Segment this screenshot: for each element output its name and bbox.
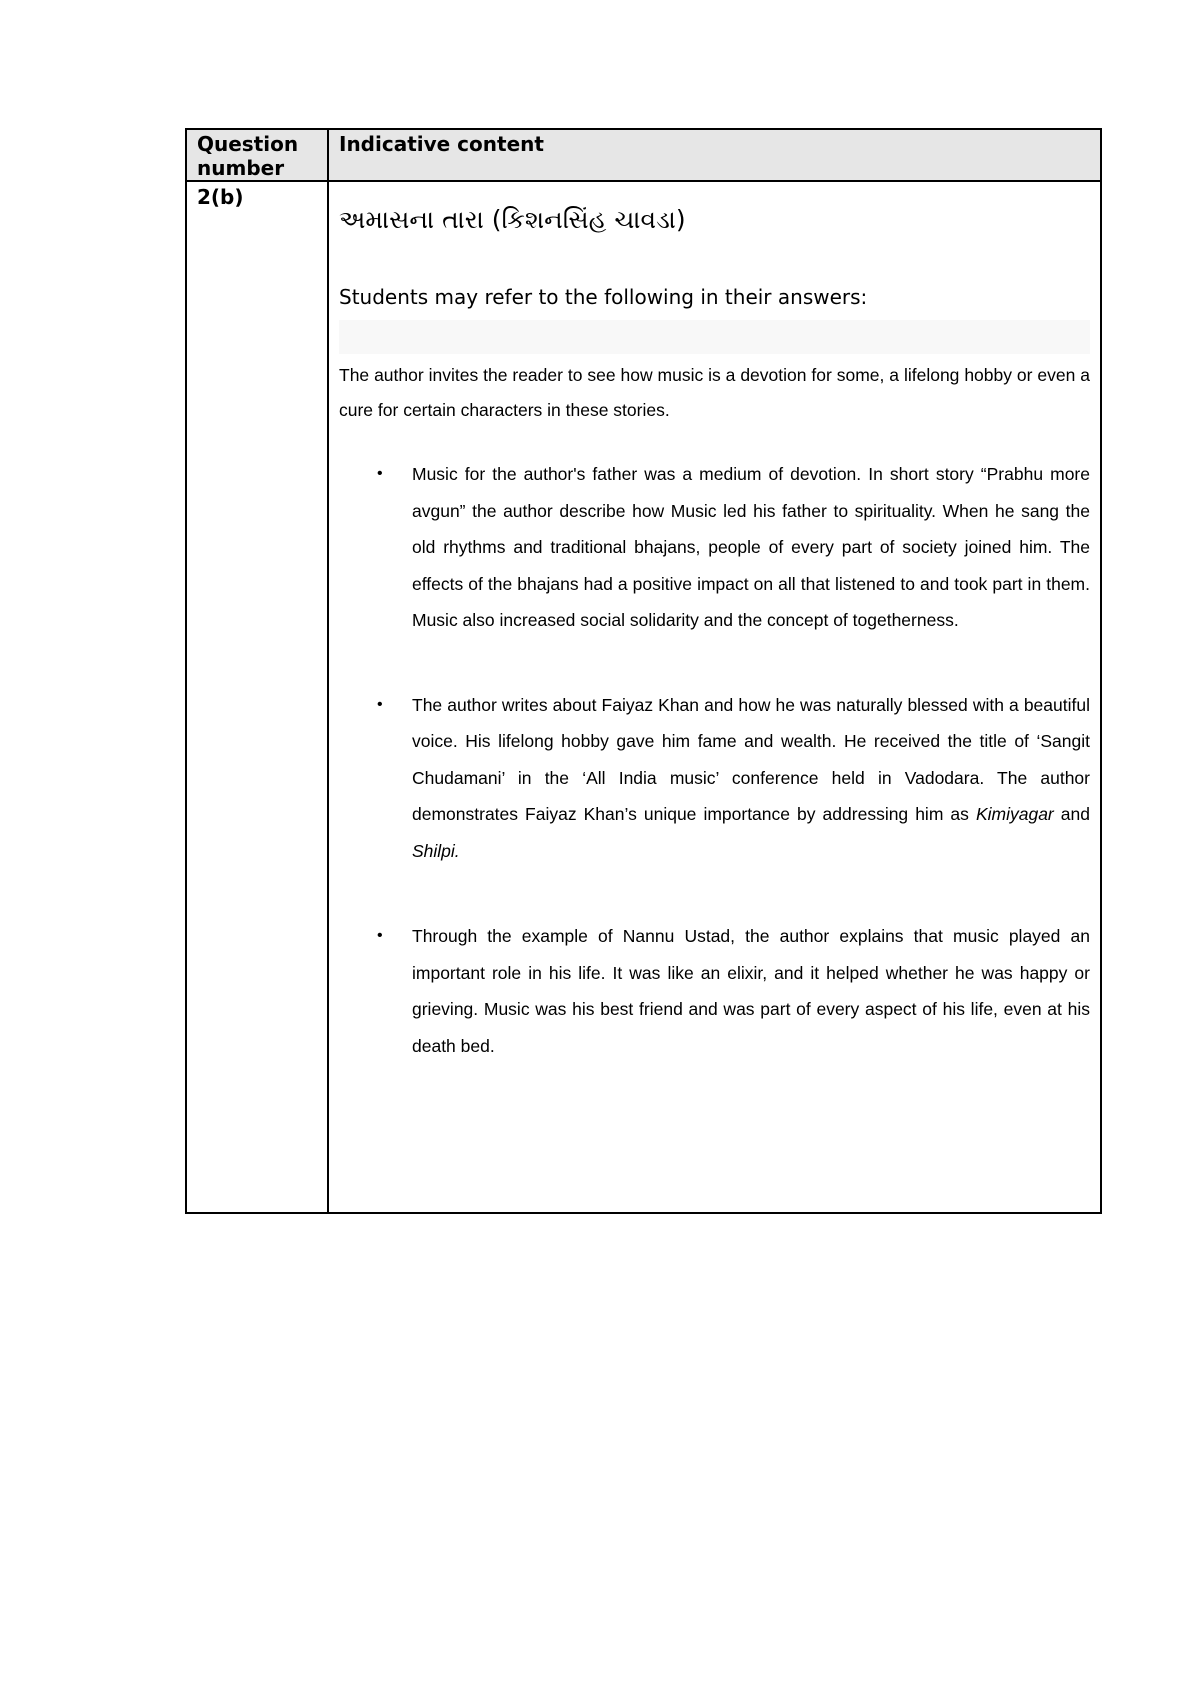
text-title: અમાસના તારા (કિશનસિંહ ચાવડા) [339, 205, 686, 234]
header-question-number [186, 129, 328, 181]
list-item [339, 456, 1090, 639]
header-row [186, 129, 1101, 181]
point-text: Music for the author's father was a medium of devotion. In short story “Prabhu more avgun” the author describe how Music led his father to spirituality. When he sang the old rhythms and traditional bhajans, people of every part of society joined him. The effects of the bhajans had a positive impact on all that listened to and took part in them. Music also increased social solidarity and the concept of togetherness. [412, 464, 1090, 630]
header-indicative-content-label: Indicative content [339, 132, 544, 156]
question-number-cell [186, 181, 328, 1213]
header-question-number-label: Question number [197, 132, 299, 180]
bullet-list [339, 456, 1090, 1064]
bullet-icon: • [377, 465, 383, 482]
point-text: The author writes about Faiyaz Khan and how he was naturally blessed with a beautiful voice. His lifelong hobby gave him fame and wealth. He received the title of ‘Sangit Chudamani’ in the ‘All India music’ conference held in Vadodara. The author demonstrates Faiyaz Khan’s unique importance by addressing him as [412, 694, 1090, 824]
shaded-blank-line [339, 320, 1090, 354]
italic-term: Kimiyagar [975, 804, 1054, 824]
mark-scheme-table [185, 128, 1102, 1214]
indicative-content-cell [328, 181, 1101, 1213]
header-indicative-content [328, 129, 1101, 181]
bullet-icon: • [377, 927, 383, 944]
point-text-connector: and [1053, 804, 1090, 824]
overview-paragraph: The author invites the reader to see how music is a devotion for some, a lifelong hobby or even a cure for certain characters in these stories. [339, 365, 1090, 420]
intro-text: Students may refer to the following in their answers: [339, 285, 868, 309]
list-item [339, 687, 1090, 870]
question-number: 2(b) [197, 185, 244, 209]
italic-term: Shilpi. [412, 840, 460, 861]
bullet-icon: • [377, 695, 383, 713]
answer-row [186, 181, 1101, 1213]
point-text: Through the example of Nannu Ustad, the author explains that music played an important role in his life. It was like an elixir, and it helped whether he was happy or grieving. Music was his best friend and was part of every aspect of his life, even at his death bed. [412, 926, 1090, 1056]
list-item [339, 918, 1090, 1064]
